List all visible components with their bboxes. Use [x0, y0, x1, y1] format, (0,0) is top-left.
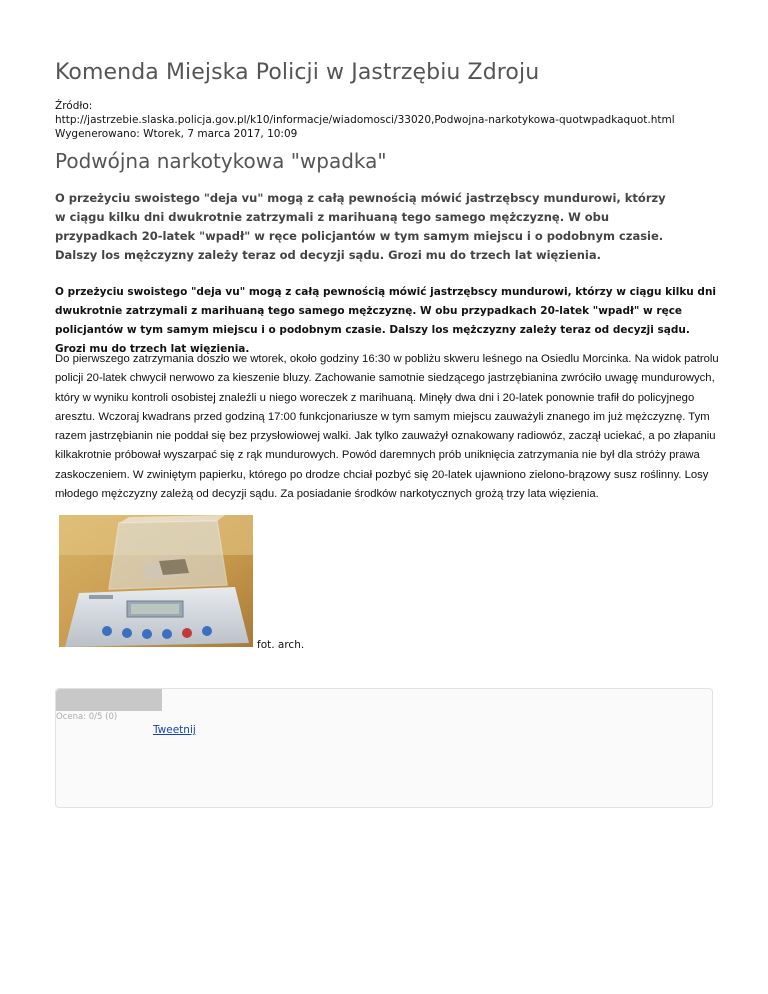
rating-panel [55, 688, 713, 808]
rating-stars[interactable] [56, 689, 162, 711]
generated-date: Wygenerowano: Wtorek, 7 marca 2017, 10:09 [55, 128, 298, 140]
article-body: Do pierwszego zatrzymania doszło we wtorek, około godziny 16:30 w pobliżu skweru leśnego na Osiedlu Morcinka. Na widok patrolu policji 20-latek chwycił nerwowo za kieszenie bluzy. Zachowanie samotnie siedzącego jastrzębianina zwróciło uwagę mundurowych, który w wyniku kontroli osobistej znaleźli u niego woreczek z marihuaną. Minęły dwa dni i 20-latek ponownie trafił do policyjnego aresztu. Wczoraj kwadrans przed godziną 17:00 funkcjonariusze w tym samym miejscu zauważyli znanego im już mężczyznę. Tym razem jastrzębianin nie poddał się bez przysłowiowej walki. Jak tylko zauważył oznakowany radiowóz, zaczął uciekać, a po złapaniu kilkakrotnie próbował wyszarpać się z rąk mundurowych. Powód daremnych prób uniknięcia zatrzymania nie był dla stróży prawa zaskoczeniem. W zwiniętym papierku, którego po drodze chciał pozbyć się 20-latek ujawniono zielono-brązowy susz roślinny. Losy młodego mężczyzny zależą od decyzji sądu. Za posiadanie środków narkotycznych grożą trzy lata więzienia. [55, 353, 719, 501]
rating-text: Ocena: 0/5 (0) [56, 712, 118, 722]
tweet-link[interactable]: Tweetnij [153, 724, 196, 736]
source-label: Źródło: [55, 100, 93, 112]
photo-caption: fot. arch. [257, 639, 305, 651]
site-title: Komenda Miejska Policji w Jastrzębiu Zdroju [55, 60, 540, 85]
article-title: Podwójna narkotykowa "wpadka" [55, 149, 387, 173]
article-lead-repeat: O przeżyciu swoistego "deja vu" mogą z całą pewnością mówić jastrzębscy mundurowi, którzy w ciągu kilku dni dwukrotnie zatrzymali z marihuaną tego samego mężczyznę. W obu przypadkach 20-latek "wpadł" w ręce policjantów w tym samym miejscu i o podobnym czasie. Dalszy los mężczyzny zależy teraz od decyzji sądu. Grozi mu do trzech lat więzienia. [55, 286, 717, 355]
article-lead: O przeżyciu swoistego "deja vu" mogą z całą pewnością mówić jastrzębscy mundurowi, którzy w ciągu kilku dni dwukrotnie zatrzymali z marihuaną tego samego mężczyznę. W obu przypadkach 20-latek "wpadł" w ręce policjantów w tym samym miejscu i o podobnym czasie. Dalszy los mężczyzny zależy teraz od decyzji sądu. Grozi mu do trzech lat więzienia. [55, 191, 666, 262]
source-url: http://jastrzebie.slaska.policja.gov.pl/k10/informacje/wiadomosci/33020,Podwojna-narkotykowa-quotwpadkaquot.html [55, 114, 675, 126]
article-photo [59, 515, 253, 647]
source-meta [55, 99, 675, 141]
